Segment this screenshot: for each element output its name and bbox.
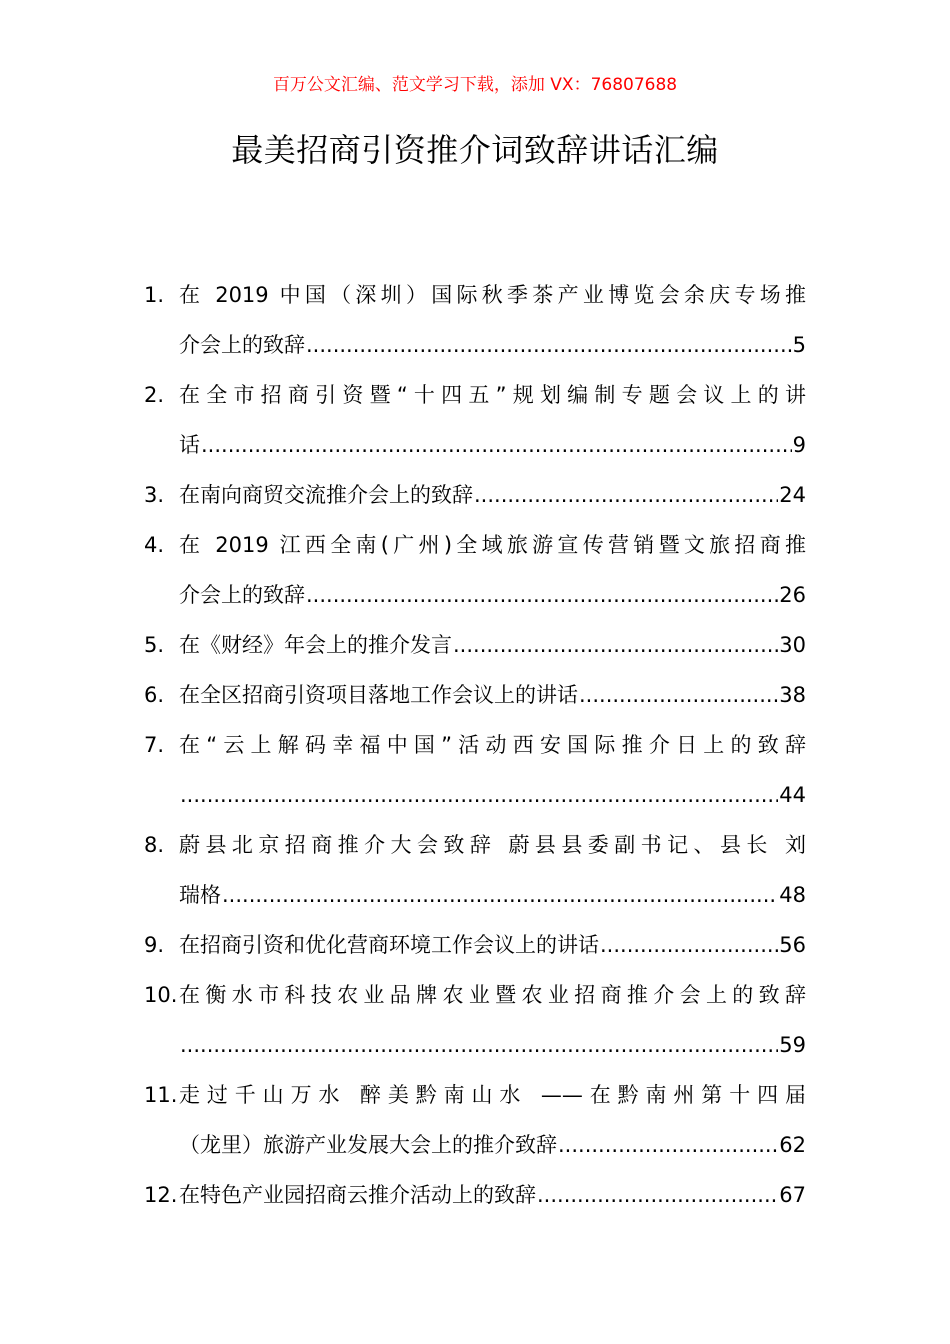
toc-page-number: 56 [779,933,806,957]
toc-page-number: 30 [779,633,806,657]
toc-entry-title-line: 蔚县北京招商推介大会致辞 蔚县县委副书记、县长 刘 [179,833,806,857]
toc-entry-title-line: 在衡水市科技农业品牌农业暨农业招商推介会上的致辞 [179,983,806,1007]
toc-dot-leader [306,570,778,620]
toc-page-number: 9 [792,433,806,457]
toc-entry-number: 9. [144,933,165,957]
toc-dot-leader [180,1020,778,1070]
toc-entry-number: 11. [144,1083,178,1107]
toc-page-number: 5 [792,333,806,357]
toc-entry-number: 7. [144,733,165,757]
toc-entry[interactable] [144,720,806,820]
toc-dot-leader [180,770,778,820]
toc-entry[interactable] [144,1170,806,1220]
toc-entry-number: 4. [144,533,165,557]
toc-entry-title: 瑞格 [179,883,221,907]
toc-entry[interactable] [144,620,806,670]
toc-entry-title: 话 [179,433,200,457]
toc-entry-number: 8. [144,833,165,857]
toc-page-number: 44 [779,783,806,807]
toc-entry-title-line: 在“云上解码幸福中国”活动西安国际推介日上的致辞 [179,733,806,757]
toc-entry-title: 在全区招商引资项目落地工作会议上的讲话 [179,683,578,707]
toc-page-number: 67 [779,1183,806,1207]
toc-dot-leader [306,320,792,370]
toc-dot-leader [222,870,778,920]
table-of-contents [144,270,806,1220]
toc-page-number: 59 [779,1033,806,1057]
toc-dot-leader [537,1170,778,1220]
toc-entry-number: 2. [144,383,165,407]
toc-entry-number: 12. [144,1183,178,1207]
toc-entry-number: 5. [144,633,165,657]
toc-entry-number: 1. [144,283,165,307]
toc-entry-title: 在南向商贸交流推介会上的致辞 [179,483,473,507]
toc-dot-leader [453,620,778,670]
toc-page-number: 62 [779,1133,806,1157]
page-title: 最美招商引资推介词致辞讲话汇编 [231,131,719,169]
toc-entry-title-line: 在 2019 中国（深圳）国际秋季茶产业博览会余庆专场推 [179,283,806,307]
toc-entry[interactable] [144,370,806,470]
toc-dot-leader [474,470,778,520]
toc-dot-leader [201,420,792,470]
toc-page-number: 38 [779,683,806,707]
toc-page-number: 24 [779,483,806,507]
toc-entry[interactable] [144,270,806,370]
toc-entry-title: 介会上的致辞 [179,583,305,607]
toc-entry[interactable] [144,670,806,720]
toc-entry-number: 10. [144,983,178,1007]
toc-entry-title-line: 在 2019 江西全南(广州)全域旅游宣传营销暨文旅招商推 [179,533,806,557]
toc-entry[interactable] [144,470,806,520]
toc-entry[interactable] [144,820,806,920]
toc-entry-title: （龙里）旅游产业发展大会上的推介致辞 [179,1133,557,1157]
toc-entry[interactable] [144,920,806,970]
toc-page-number: 26 [779,583,806,607]
toc-page-number: 48 [779,883,806,907]
toc-entry-number: 3. [144,483,165,507]
toc-dot-leader [558,1120,778,1170]
toc-entry-number: 6. [144,683,165,707]
toc-entry[interactable] [144,970,806,1070]
toc-dot-leader [600,920,778,970]
toc-entry-title: 在特色产业园招商云推介活动上的致辞 [179,1183,536,1207]
header-banner: 百万公文汇编、范文学习下载，添加 VX：76807688 [272,75,678,95]
toc-entry-title: 介会上的致辞 [179,333,305,357]
toc-entry-title: 在《财经》年会上的推介发言 [179,633,452,657]
toc-entry-title-line: 在全市招商引资暨“十四五”规划编制专题会议上的讲 [179,383,806,407]
toc-entry-title-line: 走过千山万水 醉美黔南山水 ——在黔南州第十四届 [179,1083,806,1107]
toc-entry[interactable] [144,1070,806,1170]
toc-dot-leader [579,670,778,720]
toc-entry-title: 在招商引资和优化营商环境工作会议上的讲话 [179,933,599,957]
toc-entry[interactable] [144,520,806,620]
